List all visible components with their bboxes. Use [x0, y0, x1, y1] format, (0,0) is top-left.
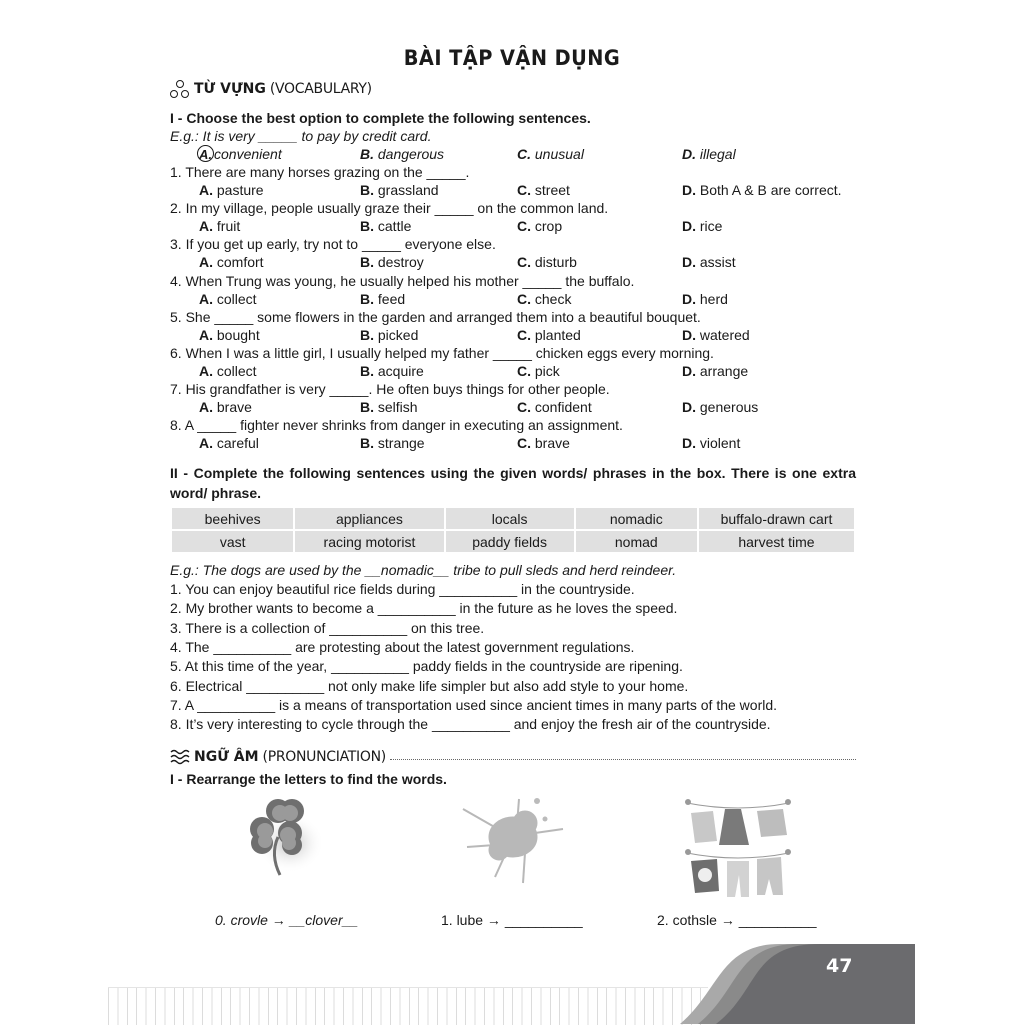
answer-option: B. feed — [360, 290, 406, 307]
splash-image — [455, 795, 565, 885]
question-stem: 3. If you get up early, try not to _____ everyone else. — [170, 236, 496, 253]
word-box-row — [172, 531, 854, 552]
answer-option: A. comfort — [199, 254, 264, 271]
word-box-cell: nomadic — [576, 508, 697, 529]
example-option-a-text: convenient — [214, 146, 282, 162]
caption-clover: 0. crovle → __clover__ — [215, 912, 359, 928]
wave-icon — [170, 749, 190, 765]
word-box-cell: appliances — [295, 508, 443, 529]
fill-in-sentence: 5. At this time of the year, __________ paddy fields in the countryside are ripening. — [170, 658, 683, 675]
question-stem: 6. When I was a little girl, I usually helped my father _____ chicken eggs every morning. — [170, 345, 714, 361]
fill-in-sentence: 2. My brother wants to become a __________ in the future as he loves the speed. — [170, 600, 678, 617]
answer-option: C. disturb — [517, 254, 577, 271]
question-stem: 4. When Trung was young, he usually helped his mother _____ the buffalo. — [170, 272, 635, 289]
pronunciation-heading-light: (PRONUNCIATION) — [262, 749, 386, 765]
fill-in-sentence: 7. A __________ is a means of transportation used since ancient times in many parts of the world. — [170, 696, 778, 713]
word-box-cell: nomad — [576, 531, 697, 552]
answer-option: B. destroy — [360, 254, 424, 271]
word-box-cell: buffalo-drawn cart — [699, 508, 854, 529]
footer-ruler-decoration — [108, 987, 708, 1025]
fill-in-sentence: 3. There is a collection of __________ on this tree. — [170, 619, 485, 636]
fill-in-sentence: 4. The __________ are protesting about the latest government regulations. — [170, 638, 635, 655]
answer-option: C. crop — [517, 218, 563, 235]
word-box-cell: locals — [446, 508, 574, 529]
clothesline-image — [683, 795, 793, 900]
page-corner-tab — [680, 940, 915, 1024]
example-option-b: B. dangerous — [360, 146, 445, 162]
vocabulary-heading — [170, 80, 372, 98]
answer-option: D. arrange — [682, 363, 749, 379]
example-stem: E.g.: It is very _____ to pay by credit card. — [170, 128, 432, 144]
pronunciation-heading-bold: NGỮ ÂM — [194, 749, 259, 765]
example-option-a — [199, 145, 282, 163]
answer-option: A. bought — [199, 326, 260, 343]
fill-in-sentence: 6. Electrical __________ not only make life simpler but also add style to your home. — [170, 677, 689, 694]
three-circles-icon — [170, 80, 190, 98]
caption-splash: 1. lube → __________ — [441, 912, 583, 928]
dotted-divider — [390, 759, 856, 760]
vocabulary-heading-bold: TỪ VỰNG — [194, 81, 266, 97]
answer-option: D. Both A & B are correct. — [682, 182, 842, 198]
answer-option: C. planted — [517, 326, 581, 343]
question-stem: 7. His grandfather is very _____. He often buys things for other people. — [170, 381, 610, 398]
question-stem: 5. She _____ some flowers in the garden and arranged them into a beautiful bouquet. — [170, 308, 701, 325]
question-stem: 8. A _____ fighter never shrinks from danger in executing an assignment. — [170, 417, 623, 434]
answer-option: C. brave — [517, 435, 570, 452]
word-box — [170, 506, 856, 554]
answer-option: A. pasture — [199, 182, 264, 198]
answer-option: B. cattle — [360, 218, 412, 235]
example-option-d: D. illegal — [682, 146, 736, 162]
question-stem: 2. In my village, people usually graze their _____ on the common land. — [170, 200, 609, 217]
vocabulary-heading-light: (VOCABULARY) — [269, 81, 372, 97]
pronunciation-instruction: I - Rearrange the letters to find the words. — [170, 771, 447, 787]
word-box-cell: beehives — [172, 508, 293, 529]
answer-option: A. fruit — [199, 218, 241, 235]
answer-option: C. street — [517, 182, 570, 198]
answer-option: A. brave — [199, 399, 252, 416]
page-number: 47 — [826, 955, 853, 977]
answer-option: B. grassland — [360, 182, 439, 198]
clover-image — [240, 795, 330, 885]
part2-instruction: II - Complete the following sentences using the given words/ phrases in the box. There is one extra word/ phrase. — [170, 465, 856, 501]
answer-option: B. strange — [360, 435, 425, 452]
answer-option: A. collect — [199, 363, 257, 379]
word-box-row — [172, 508, 854, 529]
word-box-cell: racing motorist — [295, 531, 443, 552]
answer-option: C. pick — [517, 363, 560, 379]
answer-option: D. assist — [682, 254, 736, 271]
answer-option: D. generous — [682, 399, 759, 416]
word-box-cell: paddy fields — [446, 531, 574, 552]
part1-instruction: I - Choose the best option to complete the following sentences. — [170, 110, 591, 126]
answer-option: C. check — [517, 290, 572, 307]
example-option-c: C. unusual — [517, 146, 584, 162]
answer-option: B. selfish — [360, 399, 418, 416]
part2-example: E.g.: The dogs are used by the __nomadic__ tribe to pull sleds and herd reindeer. — [170, 562, 677, 578]
answer-option: C. confident — [517, 399, 592, 416]
caption-clothes: 2. cothsle → __________ — [657, 912, 817, 928]
circled-answer-marker: A. — [199, 147, 212, 162]
answer-option: D. violent — [682, 435, 741, 452]
answer-option: B. picked — [360, 326, 419, 343]
answer-option: D. watered — [682, 326, 750, 343]
answer-option: D. herd — [682, 290, 728, 307]
answer-option: A. collect — [199, 290, 257, 307]
answer-option: D. rice — [682, 218, 723, 235]
answer-option: B. acquire — [360, 363, 424, 379]
page-title: BÀI TẬP VẬN DỤNG — [403, 46, 621, 70]
answer-option: A. careful — [199, 435, 259, 452]
pronunciation-heading — [170, 749, 386, 765]
word-box-cell: harvest time — [699, 531, 854, 552]
question-stem: 1. There are many horses grazing on the _____. — [170, 164, 470, 180]
fill-in-sentence: 8. It’s very interesting to cycle through the __________ and enjoy the fresh air of the countryside. — [170, 716, 771, 733]
fill-in-sentence: 1. You can enjoy beautiful rice fields during __________ in the countryside. — [170, 581, 635, 597]
word-box-cell: vast — [172, 531, 293, 552]
